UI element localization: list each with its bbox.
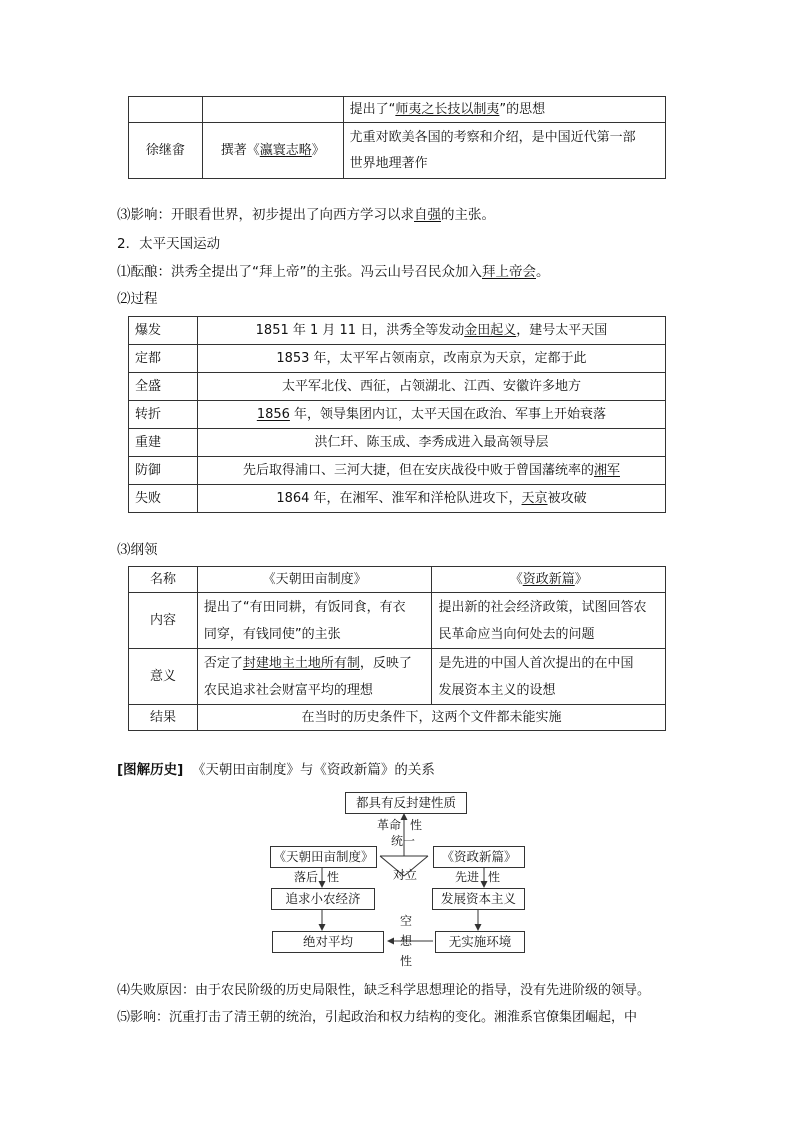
process-heading: ⑵过程	[117, 291, 158, 307]
thinker-desc: 尤重对欧美各国的考察和介绍，是中国近代第一部 世界地理著作	[343, 123, 665, 179]
failure-reason: ⑷失败原因：由于农民阶级的历史局限性，缺乏科学思想理论的指导，没有先进阶级的领导。	[117, 983, 651, 998]
program-heading: ⑶纲领	[117, 542, 158, 558]
label-unity: 统一	[391, 834, 416, 848]
diagram-box-zizheng: 《资政新篇》	[433, 846, 525, 868]
content-zizheng: 提出新的社会经济政策，试图回答农 民革命应当向何处去的问题	[432, 593, 666, 649]
thinker-work: 撰著《瀛寰志略》	[202, 123, 343, 179]
meaning-label: 意义	[129, 649, 198, 705]
process-desc: 1856 年，领导集团内讧，太平天国在政治、军事上开始衰落	[197, 401, 665, 429]
meaning-zizheng: 是先进的中国人首次提出的在中国 发展资本主义的设想	[432, 649, 666, 705]
brewing-line: ⑴酝酿：洪秀全提出了“拜上帝”的主张。冯云山号召民众加入拜上帝会。	[117, 264, 550, 280]
meaning-tianchao: 否定了封建地主土地所有制，反映了 农民追求社会财富平均的理想	[197, 649, 432, 705]
label-advanced: 先进	[455, 870, 480, 884]
process-desc: 1853 年，太平军占领南京，改南京为天京，定都于此	[197, 345, 665, 373]
process-stage: 转折	[129, 401, 198, 429]
label-kong: 空	[400, 914, 413, 928]
process-stage: 全盛	[129, 373, 198, 401]
result-text: 在当时的历史条件下，这两个文件都未能实施	[197, 705, 665, 731]
label-backward: 落后	[294, 870, 319, 884]
influence-paragraph: ⑸影响：沉重打击了清王朝的统治，引起政治和权力结构的变化。湘淮系官僚集团崛起，中	[117, 1010, 638, 1025]
process-desc: 洪仁玕、陈玉成、李秀成进入最高领导层	[197, 429, 665, 457]
diagram-box-absolute-equal: 绝对平均	[272, 931, 384, 953]
header-name: 名称	[129, 567, 198, 593]
process-stage: 防御	[129, 457, 198, 485]
process-desc: 太平军北伐、西征，占领湖北、江西、安徽许多地方	[197, 373, 665, 401]
process-stage: 重建	[129, 429, 198, 457]
process-stage: 定都	[129, 345, 198, 373]
influence-line: ⑶影响：开眼看世界，初步提出了向西方学习以求自强的主张。	[117, 207, 495, 223]
diagram-title: [图解历史] 《天朝田亩制度》与《资政新篇》的关系	[117, 762, 435, 778]
process-stage: 爆发	[129, 317, 198, 345]
process-desc: 1851 年 1 月 11 日，洪秀全等发动金田起义，建号太平天国	[197, 317, 665, 345]
diagram-box-tianchao: 《天朝田亩制度》	[270, 846, 377, 868]
process-desc: 先后取得浦口、三河大捷，但在安庆战役中败于曾国藩统率的湘军	[197, 457, 665, 485]
label-revolution: 革命	[377, 818, 402, 832]
thinker-name: 徐继畲	[129, 123, 203, 179]
section-heading-taiping: 2．太平天国运动	[117, 236, 221, 252]
label-xing-4: 性	[400, 954, 413, 968]
content-tianchao: 提出了“有田同耕，有饭同食，有衣 同穿，有钱同使”的主张	[197, 593, 432, 649]
diagram-box-anti-feudal: 都具有反封建性质	[345, 792, 467, 814]
process-desc: 1864 年，在湘军、淮军和洋枪队进攻下，天京被攻破	[197, 485, 665, 513]
label-xing-2: 性	[327, 870, 340, 884]
header-tianchao: 《天朝田亩制度》	[197, 567, 432, 593]
label-xing-3: 性	[488, 870, 501, 884]
diagram-box-no-environment: 无实施环境	[435, 931, 525, 953]
process-stage: 失败	[129, 485, 198, 513]
diagram-box-capitalism: 发展资本主义	[432, 888, 525, 910]
idea-cell: 提出了“师夷之长技以制夷”的思想	[343, 97, 665, 123]
content-label: 内容	[129, 593, 198, 649]
diagram-box-small-peasant: 追求小农经济	[271, 888, 375, 910]
label-xiang: 想	[400, 934, 413, 948]
label-opposition: 对立	[393, 868, 418, 882]
label-xing-1: 性	[410, 818, 423, 832]
result-label: 结果	[129, 705, 198, 731]
header-zizheng: 《资政新篇》	[432, 567, 666, 593]
